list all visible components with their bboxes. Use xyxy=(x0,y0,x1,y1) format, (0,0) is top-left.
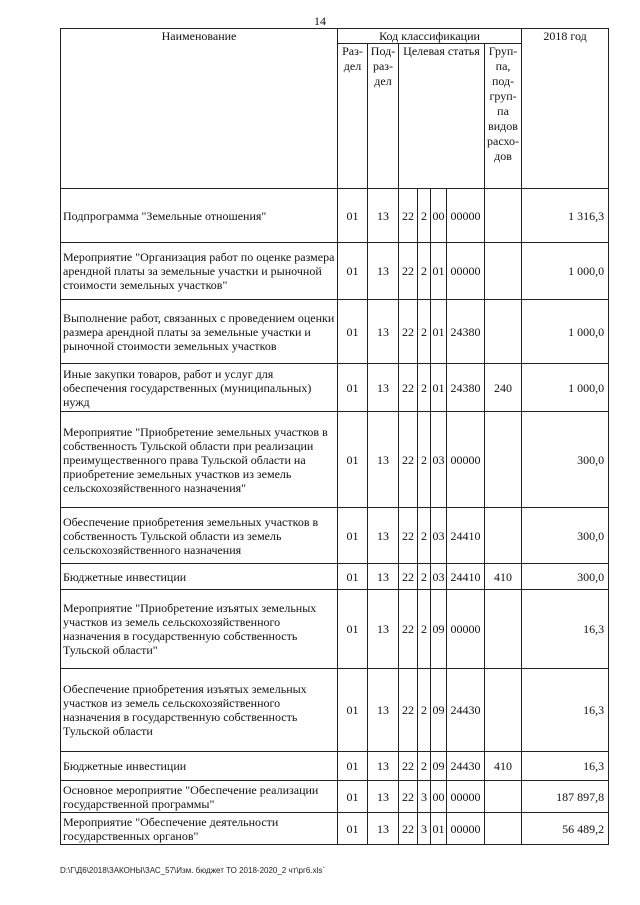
row-target-subprogram: 2 xyxy=(418,412,431,508)
row-razdel: 01 xyxy=(338,564,368,590)
table-row xyxy=(61,243,609,300)
row-target-event: 01 xyxy=(431,243,447,300)
row-amount: 300,0 xyxy=(522,564,609,590)
row-name: Подпрограмма "Земельные отношения" xyxy=(61,189,338,243)
row-razdel: 01 xyxy=(338,752,368,781)
row-target-event: 03 xyxy=(431,508,447,564)
row-podrazdel: 13 xyxy=(368,364,399,412)
row-target-program: 22 xyxy=(399,564,418,590)
row-razdel: 01 xyxy=(338,781,368,813)
row-target-event: 03 xyxy=(431,564,447,590)
row-expense-group xyxy=(485,300,522,364)
row-target-subprogram: 2 xyxy=(418,300,431,364)
table-row xyxy=(61,508,609,564)
row-target-event: 01 xyxy=(431,364,447,412)
row-razdel: 01 xyxy=(338,300,368,364)
row-amount: 56 489,2 xyxy=(522,813,609,845)
row-target-program: 22 xyxy=(399,781,418,813)
row-podrazdel: 13 xyxy=(368,564,399,590)
row-name: Мероприятие "Приобретение изъятых земельных участков из земель сельскохозяйственного назначения в государственную собственность Тульской области" xyxy=(61,590,338,669)
row-target-event: 09 xyxy=(431,669,447,752)
row-target-subprogram: 2 xyxy=(418,508,431,564)
row-amount: 16,3 xyxy=(522,752,609,781)
row-target-direction: 00000 xyxy=(447,412,485,508)
table-row xyxy=(61,813,609,845)
row-target-direction: 00000 xyxy=(447,781,485,813)
row-podrazdel: 13 xyxy=(368,590,399,669)
row-target-event: 03 xyxy=(431,412,447,508)
row-podrazdel: 13 xyxy=(368,508,399,564)
row-amount: 16,3 xyxy=(522,590,609,669)
row-target-program: 22 xyxy=(399,412,418,508)
budget-table xyxy=(60,28,609,845)
row-amount: 1 000,0 xyxy=(522,364,609,412)
row-target-direction: 00000 xyxy=(447,590,485,669)
row-name: Обеспечение приобретения изъятых земельных участков из земель сельскохозяйственного назначения в государственную собственность Тульской области xyxy=(61,669,338,752)
table-row xyxy=(61,189,609,243)
row-target-direction: 24410 xyxy=(447,508,485,564)
row-name: Мероприятие "Организация работ по оценке размера арендной платы за земельные участки и рыночной стоимости земельных участков" xyxy=(61,243,338,300)
table-row xyxy=(61,669,609,752)
row-target-direction: 24380 xyxy=(447,300,485,364)
table-row xyxy=(61,564,609,590)
row-name: Обеспечение приобретения земельных участков в собственность Тульской области из земель сельскохозяйственного назначения xyxy=(61,508,338,564)
row-razdel: 01 xyxy=(338,412,368,508)
row-target-direction: 24410 xyxy=(447,564,485,590)
row-target-event: 00 xyxy=(431,189,447,243)
row-razdel: 01 xyxy=(338,243,368,300)
row-target-event: 01 xyxy=(431,813,447,845)
row-target-subprogram: 2 xyxy=(418,752,431,781)
table-row xyxy=(61,752,609,781)
row-expense-group xyxy=(485,412,522,508)
row-podrazdel: 13 xyxy=(368,300,399,364)
table-row xyxy=(61,364,609,412)
row-target-subprogram: 2 xyxy=(418,590,431,669)
row-amount: 1 000,0 xyxy=(522,243,609,300)
row-target-subprogram: 2 xyxy=(418,243,431,300)
table-row xyxy=(61,781,609,813)
header-name: Наименование xyxy=(61,29,338,189)
row-amount: 300,0 xyxy=(522,412,609,508)
row-target-program: 22 xyxy=(399,752,418,781)
row-target-program: 22 xyxy=(399,364,418,412)
row-amount: 1 316,3 xyxy=(522,189,609,243)
row-target-program: 22 xyxy=(399,669,418,752)
row-target-direction: 24430 xyxy=(447,752,485,781)
row-razdel: 01 xyxy=(338,364,368,412)
table-row xyxy=(61,300,609,364)
row-razdel: 01 xyxy=(338,590,368,669)
file-path-footer: D:\Г\Д6\2018\ЗАКОНЫ\ЗАС_57\Изм. бюджет ТО 2018-2020_2 чт\рг6.xls` xyxy=(60,866,326,875)
row-target-subprogram: 2 xyxy=(418,189,431,243)
row-target-event: 01 xyxy=(431,300,447,364)
row-podrazdel: 13 xyxy=(368,412,399,508)
row-target-event: 09 xyxy=(431,752,447,781)
row-target-subprogram: 3 xyxy=(418,781,431,813)
row-target-direction: 00000 xyxy=(447,189,485,243)
header-podrazdel: Под- раз- дел xyxy=(368,44,399,189)
row-name: Бюджетные инвестиции xyxy=(61,564,338,590)
header-target: Целевая статья xyxy=(399,44,485,189)
row-razdel: 01 xyxy=(338,189,368,243)
row-name: Выполнение работ, связанных с проведением оценки размера арендной платы за земельные участки и рыночной стоимости земельных участков xyxy=(61,300,338,364)
row-target-program: 22 xyxy=(399,300,418,364)
row-expense-group xyxy=(485,590,522,669)
row-amount: 300,0 xyxy=(522,508,609,564)
row-target-program: 22 xyxy=(399,508,418,564)
header-group: Груп- па, под- груп- па видов расхо- дов xyxy=(485,44,522,189)
table-row xyxy=(61,590,609,669)
row-target-direction: 24380 xyxy=(447,364,485,412)
row-name: Мероприятие "Обеспечение деятельности государственных органов" xyxy=(61,813,338,845)
row-podrazdel: 13 xyxy=(368,813,399,845)
row-name: Основное мероприятие "Обеспечение реализации государственной программы" xyxy=(61,781,338,813)
row-target-program: 22 xyxy=(399,590,418,669)
row-expense-group xyxy=(485,189,522,243)
page-number: 14 xyxy=(314,14,326,28)
row-name: Иные закупки товаров, работ и услуг для обеспечения государственных (муниципальных) нужд xyxy=(61,364,338,412)
row-expense-group xyxy=(485,813,522,845)
row-expense-group xyxy=(485,669,522,752)
row-podrazdel: 13 xyxy=(368,189,399,243)
row-expense-group xyxy=(485,508,522,564)
row-target-program: 22 xyxy=(399,813,418,845)
row-name: Мероприятие "Приобретение земельных участков в собственность Тульской области при реализации преимущественного права Тульской области на приобретение земельных участков из земель сельскохозяйственного назначения" xyxy=(61,412,338,508)
row-podrazdel: 13 xyxy=(368,781,399,813)
row-razdel: 01 xyxy=(338,813,368,845)
row-razdel: 01 xyxy=(338,669,368,752)
row-amount: 1 000,0 xyxy=(522,300,609,364)
row-target-subprogram: 2 xyxy=(418,364,431,412)
row-target-program: 22 xyxy=(399,189,418,243)
row-podrazdel: 13 xyxy=(368,752,399,781)
row-expense-group: 410 xyxy=(485,564,522,590)
row-target-subprogram: 2 xyxy=(418,564,431,590)
row-target-direction: 24430 xyxy=(447,669,485,752)
row-target-program: 22 xyxy=(399,243,418,300)
row-podrazdel: 13 xyxy=(368,243,399,300)
row-expense-group xyxy=(485,781,522,813)
row-target-direction: 00000 xyxy=(447,813,485,845)
table-row xyxy=(61,412,609,508)
row-name: Бюджетные инвестиции xyxy=(61,752,338,781)
row-amount: 187 897,8 xyxy=(522,781,609,813)
row-target-subprogram: 2 xyxy=(418,669,431,752)
header-classification: Код классификации xyxy=(338,29,522,44)
row-razdel: 01 xyxy=(338,508,368,564)
row-amount: 16,3 xyxy=(522,669,609,752)
row-expense-group: 410 xyxy=(485,752,522,781)
header-razdel: Раз- дел xyxy=(338,44,368,189)
row-target-direction: 00000 xyxy=(447,243,485,300)
row-target-event: 09 xyxy=(431,590,447,669)
row-target-subprogram: 3 xyxy=(418,813,431,845)
row-podrazdel: 13 xyxy=(368,669,399,752)
header-year: 2018 год xyxy=(522,29,609,189)
row-expense-group xyxy=(485,243,522,300)
row-expense-group: 240 xyxy=(485,364,522,412)
row-target-event: 00 xyxy=(431,781,447,813)
